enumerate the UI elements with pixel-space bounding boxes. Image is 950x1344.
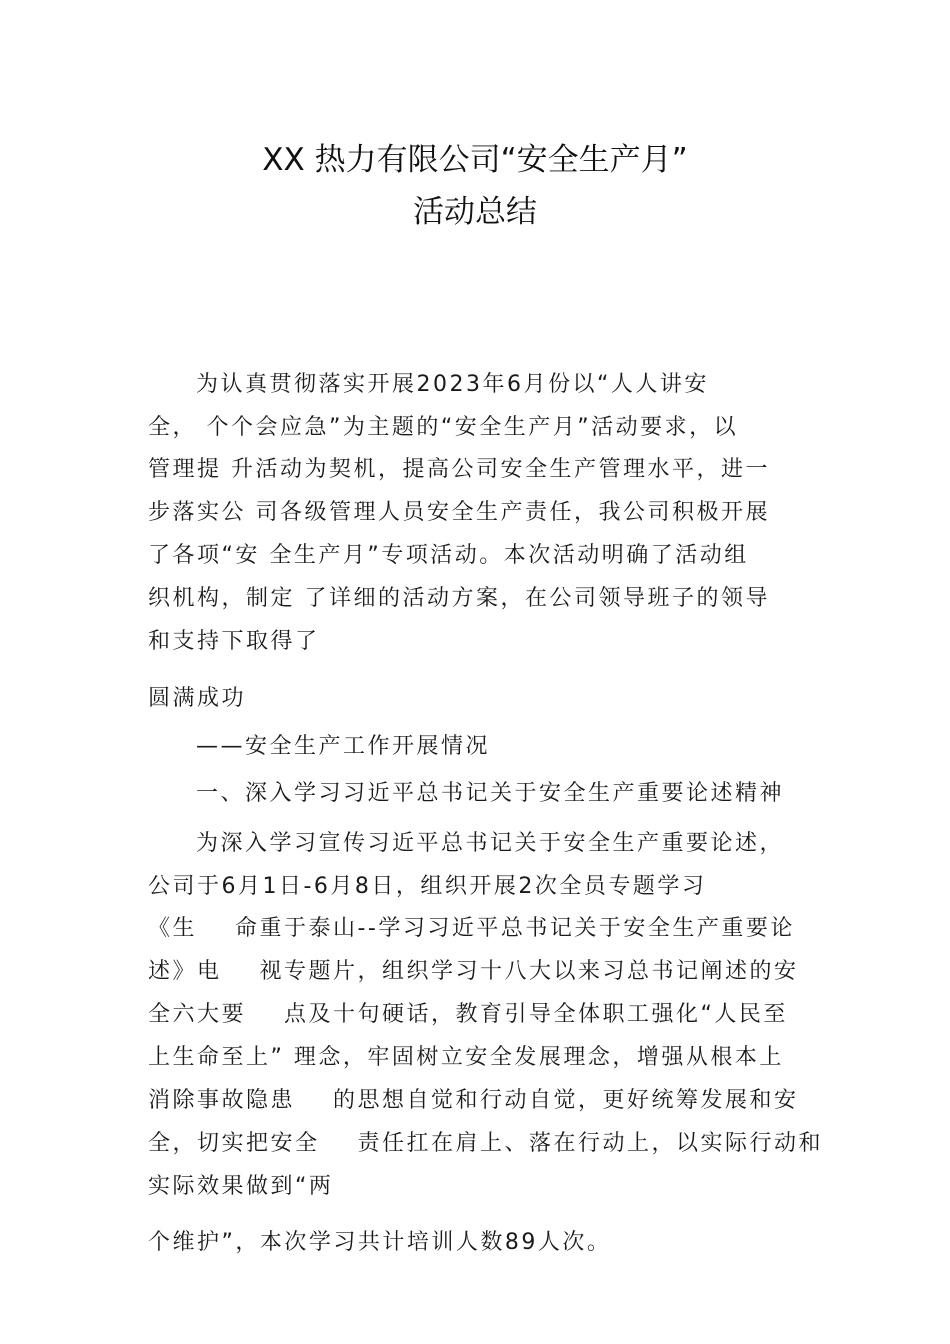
intro-line-7: 和支持下取得了 [148,629,320,654]
body-line-3: 《生 命重于泰山--学习习近平总书记关于安全生产重要论 [148,916,795,941]
body-line-7: 消除事故隐患 的思想自觉和行动自觉，更好统筹发展和安 [148,1088,799,1113]
intro-line-3: 管理提 升活动为契机，提高公司安全生产管理水平，进一 [148,457,770,482]
body-line-9: 实际效果做到“两 [148,1174,334,1199]
intro-line-6: 织机构，制定 了详细的活动方案，在公司领导班子的领导 [148,586,770,611]
body-line-1: 为深入学习宣传习近平总书记关于安全生产重要论述， [196,831,785,856]
document-title-line-1: XX 热力有限公司“安全生产月” [262,142,688,178]
subsection-heading: 一、深入学习习近平总书记关于安全生产重要论述精神 [196,781,785,806]
intro-line-2: 全， 个个会应急”为主题的“安全生产月”活动要求，以 [148,415,739,440]
intro-line-1: 为认真贯彻落实开展2023年6月份以“人人讲安 [196,372,709,397]
section-heading: ——安全生产工作开展情况 [196,734,491,759]
body-line-6: 上生命至上” 理念，牢固树立安全发展理念，增强从根本上 [148,1045,784,1070]
body-line-2: 公司于6月1日-6月8日，组织开展2次全员专题学习 [148,874,707,899]
intro-line-4: 步落实公 司各级管理人员安全生产责任，我公司积极开展 [148,500,770,525]
body-line-4: 述》电 视专题片，组织学习十八大以来习总书记阐述的安 [148,959,799,984]
intro-line-8: 圆满成功 [148,686,247,711]
body-line-5: 全六大要 点及十句硬话，教育引导全体职工强化“人民至 [148,1002,788,1027]
body-line-10: 个维护”，本次学习共计培训人数89人次。 [148,1230,612,1255]
document-title-line-2: 活动总结 [413,194,537,230]
intro-line-5: 了各项“安 全生产月”专项活动。本次活动明确了活动组 [148,543,749,568]
body-line-8: 全，切实把安全 责任扛在肩上、落在行动上，以实际行动和 [148,1131,823,1156]
